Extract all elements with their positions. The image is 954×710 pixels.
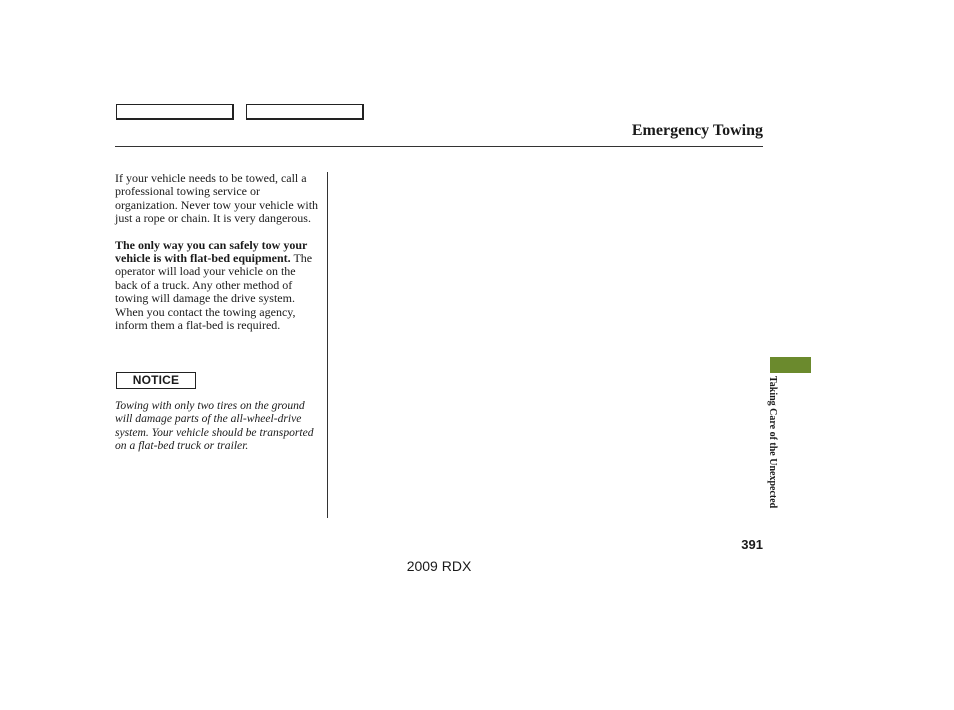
flatbed-paragraph (115, 239, 320, 333)
page-number: 391 (741, 537, 763, 552)
flatbed-detail: The operator will load your vehicle on the back of a truck. Any other method of towing will damage the drive system. When you contact the towing agency, inform them a flat-bed is required. (115, 251, 313, 333)
model-footer: 2009 RDX (406, 558, 472, 574)
notice-label: NOTICE (116, 372, 196, 389)
header-divider (115, 146, 763, 147)
page-title: Emergency Towing (631, 122, 763, 139)
notice-text: Towing with only two tires on the ground will damage parts of the all-wheel-drive system. Your vehicle should be transported on a flat-bed truck or trailer. (115, 399, 314, 453)
section-tab[interactable] (770, 357, 811, 373)
body-text-column (115, 172, 320, 332)
section-label: Taking Care of the Unexpected (767, 376, 778, 509)
flatbed-emphasis: The only way you can safely tow your vehicle is with flat-bed equipment. (115, 237, 308, 266)
nav-button-main-menu[interactable] (116, 104, 234, 120)
towing-intro-paragraph: If your vehicle needs to be towed, call a professional towing service or organization. Never tow your vehicle with just a rope or chain. It is very dangerous. (115, 171, 319, 226)
nav-button-table-of-contents[interactable] (246, 104, 364, 120)
column-divider (327, 172, 328, 518)
